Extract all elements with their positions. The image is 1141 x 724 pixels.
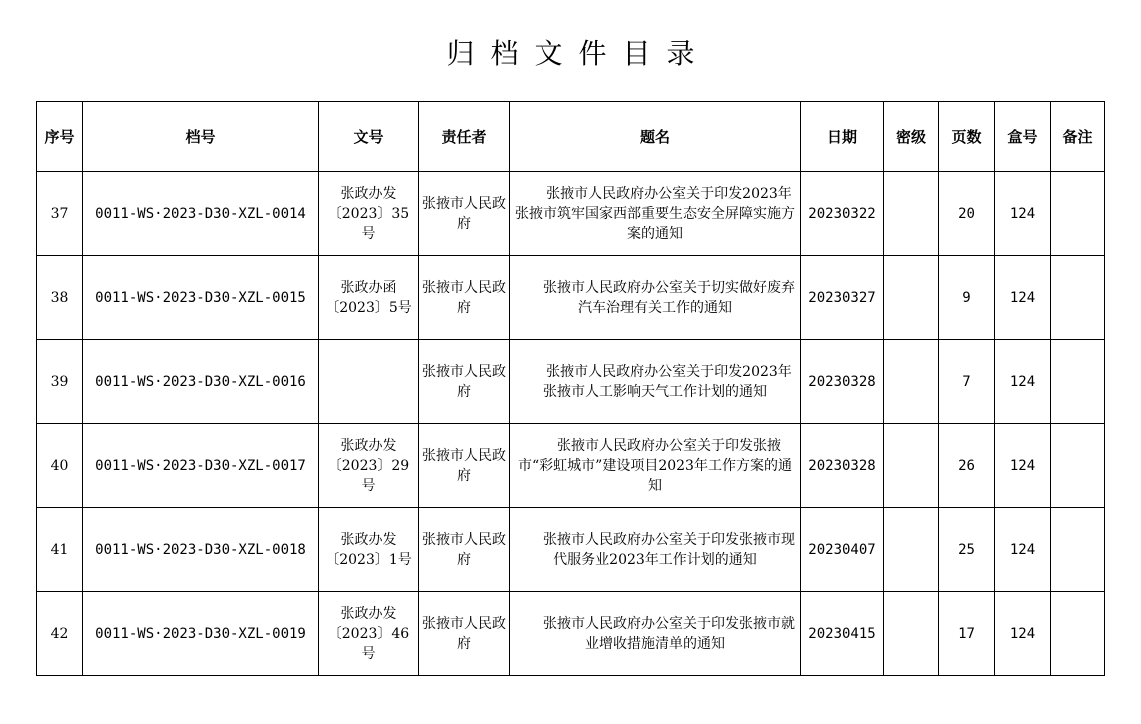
cell-responsible: 张掖市人民政府: [419, 172, 510, 256]
cell-seq: 39: [37, 340, 83, 424]
cell-secret: [884, 172, 939, 256]
cell-doc-no: 张政办发〔2023〕29号: [319, 424, 419, 508]
cell-secret: [884, 340, 939, 424]
cell-date: 20230327: [801, 256, 884, 340]
cell-responsible: 张掖市人民政府: [419, 592, 510, 676]
cell-date: 20230407: [801, 508, 884, 592]
header-remarks: 备注: [1051, 102, 1105, 172]
cell-box: 124: [995, 256, 1051, 340]
cell-pages: 7: [939, 340, 995, 424]
cell-archive-no: 0011-WS·2023-D30-XZL-0019: [83, 592, 319, 676]
table-row: [37, 172, 1105, 256]
cell-doc-no: 张政办发〔2023〕46号: [319, 592, 419, 676]
cell-archive-no: 0011-WS·2023-D30-XZL-0018: [83, 508, 319, 592]
cell-subject: 张掖市人民政府办公室关于切实做好废弃汽车治理有关工作的通知: [510, 256, 801, 340]
table-row: [37, 340, 1105, 424]
cell-secret: [884, 592, 939, 676]
cell-pages: 20: [939, 172, 995, 256]
cell-responsible: 张掖市人民政府: [419, 256, 510, 340]
cell-date: 20230328: [801, 340, 884, 424]
header-doc-no: 文号: [319, 102, 419, 172]
cell-seq: 41: [37, 508, 83, 592]
table-row: [37, 424, 1105, 508]
cell-subject: 张掖市人民政府办公室关于印发张掖市现代服务业2023年工作计划的通知: [510, 508, 801, 592]
header-responsible: 责任者: [419, 102, 510, 172]
cell-doc-no: [319, 340, 419, 424]
cell-secret: [884, 256, 939, 340]
cell-responsible: 张掖市人民政府: [419, 424, 510, 508]
header-pages: 页数: [939, 102, 995, 172]
page-title: 归档文件目录: [446, 37, 711, 70]
cell-responsible: 张掖市人民政府: [419, 508, 510, 592]
table-row: [37, 508, 1105, 592]
cell-remarks: [1051, 172, 1105, 256]
table-row: [37, 592, 1105, 676]
cell-responsible: 张掖市人民政府: [419, 340, 510, 424]
cell-pages: 26: [939, 424, 995, 508]
cell-archive-no: 0011-WS·2023-D30-XZL-0014: [83, 172, 319, 256]
cell-box: 124: [995, 340, 1051, 424]
cell-secret: [884, 424, 939, 508]
cell-secret: [884, 508, 939, 592]
header-archive-no: 档号: [83, 102, 319, 172]
cell-archive-no: 0011-WS·2023-D30-XZL-0016: [83, 340, 319, 424]
header-date: 日期: [801, 102, 884, 172]
cell-pages: 25: [939, 508, 995, 592]
cell-remarks: [1051, 592, 1105, 676]
cell-date: 20230415: [801, 592, 884, 676]
cell-box: 124: [995, 592, 1051, 676]
cell-box: 124: [995, 508, 1051, 592]
header-subject: 题名: [510, 102, 801, 172]
cell-seq: 40: [37, 424, 83, 508]
cell-archive-no: 0011-WS·2023-D30-XZL-0015: [83, 256, 319, 340]
cell-pages: 9: [939, 256, 995, 340]
cell-pages: 17: [939, 592, 995, 676]
cell-archive-no: 0011-WS·2023-D30-XZL-0017: [83, 424, 319, 508]
cell-seq: 38: [37, 256, 83, 340]
cell-doc-no: 张政办发〔2023〕1号: [319, 508, 419, 592]
header-box: 盒号: [995, 102, 1051, 172]
cell-subject: 张掖市人民政府办公室关于印发张掖市就业增收措施清单的通知: [510, 592, 801, 676]
cell-subject: 张掖市人民政府办公室关于印发张掖市“彩虹城市”建设项目2023年工作方案的通知: [510, 424, 801, 508]
header-seq: 序号: [37, 102, 83, 172]
table-header-row: [37, 102, 1105, 172]
cell-remarks: [1051, 340, 1105, 424]
cell-subject: 张掖市人民政府办公室关于印发2023年张掖市筑牢国家西部重要生态安全屏障实施方案的通知: [510, 172, 801, 256]
cell-doc-no: 张政办发〔2023〕35号: [319, 172, 419, 256]
cell-box: 124: [995, 172, 1051, 256]
cell-subject: 张掖市人民政府办公室关于印发2023年张掖市人工影响天气工作计划的通知: [510, 340, 801, 424]
cell-remarks: [1051, 424, 1105, 508]
cell-date: 20230328: [801, 424, 884, 508]
table-row: [37, 256, 1105, 340]
cell-box: 124: [995, 424, 1051, 508]
cell-remarks: [1051, 508, 1105, 592]
cell-seq: 42: [37, 592, 83, 676]
cell-remarks: [1051, 256, 1105, 340]
header-secret: 密级: [884, 102, 939, 172]
cell-seq: 37: [37, 172, 83, 256]
archive-catalog-table: [36, 101, 1105, 676]
cell-date: 20230322: [801, 172, 884, 256]
cell-doc-no: 张政办函〔2023〕5号: [319, 256, 419, 340]
